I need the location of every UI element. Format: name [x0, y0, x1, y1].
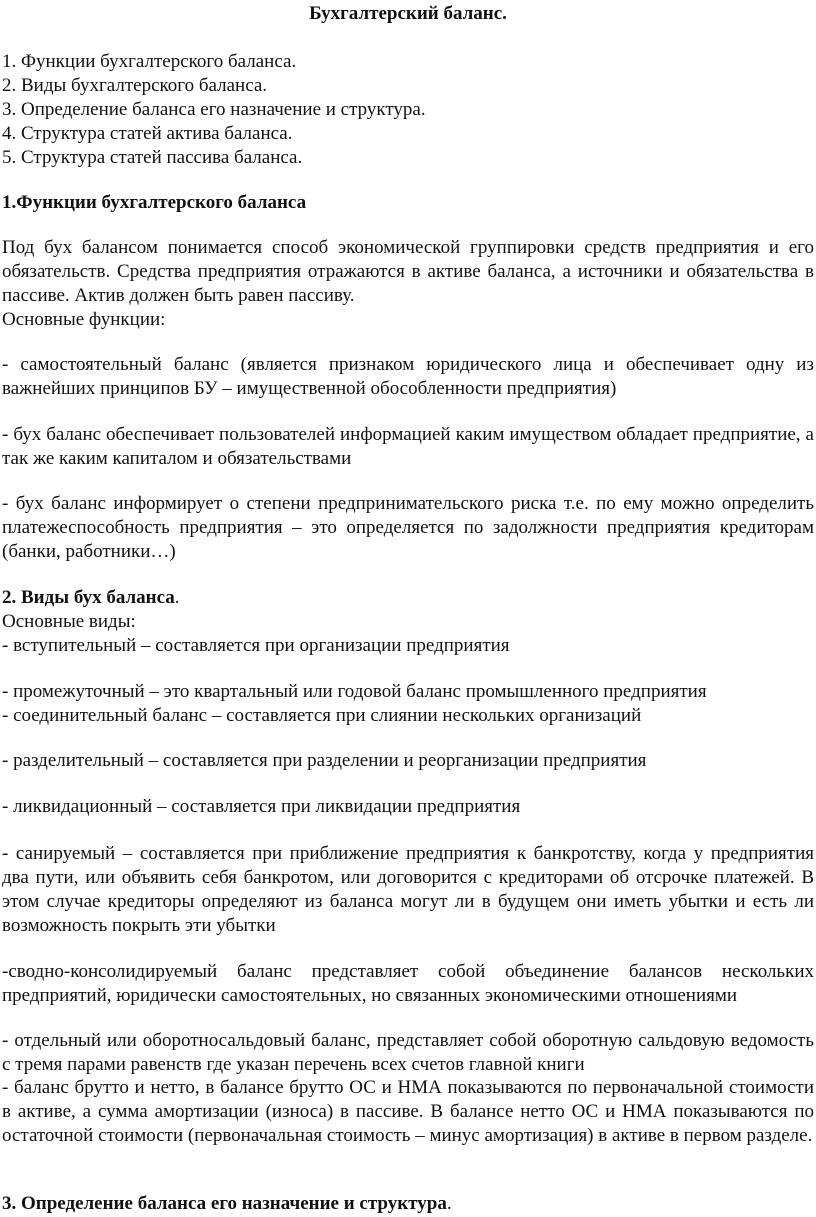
- table-of-contents: [2, 50, 814, 170]
- section2-heading-suffix: .: [174, 587, 180, 608]
- type-item-8: - отдельный или оборотносальдовый баланс, представляет собой оборотную сальдовую ведомость с тремя парами равенств где указан перечень всех счетов главной книги: [2, 1030, 814, 1075]
- type-item-6: - санируемый – составляется при приближение предприятия к банкротству, когда у предприятия два пути, или объявить себя банкротом, или договорится с кредиторами об отсрочке платежей. В этом случае кредиторы определяют из баланса могут ли в будущем они иметь убытки и есть ли возможность покрыть эти убытки: [2, 843, 814, 936]
- section2-heading: 2. Виды бух баланса: [2, 587, 175, 608]
- toc-item-2: 2. Виды бухгалтерского баланса.: [2, 75, 268, 96]
- types-label: Основные виды:: [2, 611, 136, 632]
- type-item-4: - разделительный – составляется при разделении и реорганизации предприятия: [2, 750, 647, 771]
- type-item-9: - баланс брутто и нетто, в балансе брутто ОС и НМА показываются по первоначальной стоимости в активе, а сумма амортизации (износа) в пассиве. В балансе нетто ОС и НМА показываются по остаточной стоимости (первоначальная стоимость – минус амортизация) в активе в первом разделе.: [2, 1077, 814, 1146]
- functions-label: Основные функции:: [2, 309, 166, 330]
- toc-item-1: 1. Функции бухгалтерского баланса.: [2, 51, 297, 72]
- section3-heading-line: [2, 1192, 814, 1216]
- type-item-1: - вступительный – составляется при организации предприятия: [2, 635, 510, 656]
- section3-heading: 3. Определение баланса его назначение и структура: [2, 1193, 447, 1214]
- type-item-3: - соединительный баланс – составляется при слиянии нескольких организаций: [2, 705, 642, 726]
- type-item-5: - ликвидационный – составляется при ликвидации предприятия: [2, 796, 521, 817]
- toc-item-5: 5. Структура статей пассива баланса.: [2, 147, 303, 168]
- toc-item-4: 4. Структура статей актива баланса.: [2, 123, 293, 144]
- section3-heading-suffix: .: [446, 1193, 452, 1214]
- section1-intro: Под бух балансом понимается способ экономической группировки средств предприятия и его обязательств. Средства предприятия отражаются в активе баланса, а источники и обязательства в пассиве. Актив должен быть равен пассиву.: [2, 237, 814, 306]
- type-item-7: -сводно-консолидируемый баланс представляет собой объединение балансов нескольких предприятий, юридически самостоятельных, но связанных экономическими отношениями: [2, 961, 814, 1006]
- section1-heading: 1.Функции бухгалтерского баланса: [2, 192, 307, 213]
- type-item-2: - промежуточный – это квартальный или годовой баланс промышленного предприятия: [2, 681, 707, 702]
- function-item-3: - бух баланс информирует о степени предпринимательского риска т.е. по ему можно определить платежеспособность предприятия – это определяется по задолжности предприятия кредиторам (банки, работники…): [2, 493, 814, 562]
- section2-heading-line: [2, 586, 814, 610]
- toc-item-3: 3. Определение баланса его назначение и структура.: [2, 99, 426, 120]
- function-item-1: - самостоятельный баланс (является признаком юридического лица и обеспечивает одну из важнейших принципов БУ – имущественной обособленности предприятия): [2, 354, 814, 399]
- function-item-2: - бух баланс обеспечивает пользователей информацией каким имуществом обладает предприятие, а так же каким капиталом и обязательствами: [2, 424, 814, 469]
- document-title: Бухгалтерский баланс.: [309, 3, 507, 24]
